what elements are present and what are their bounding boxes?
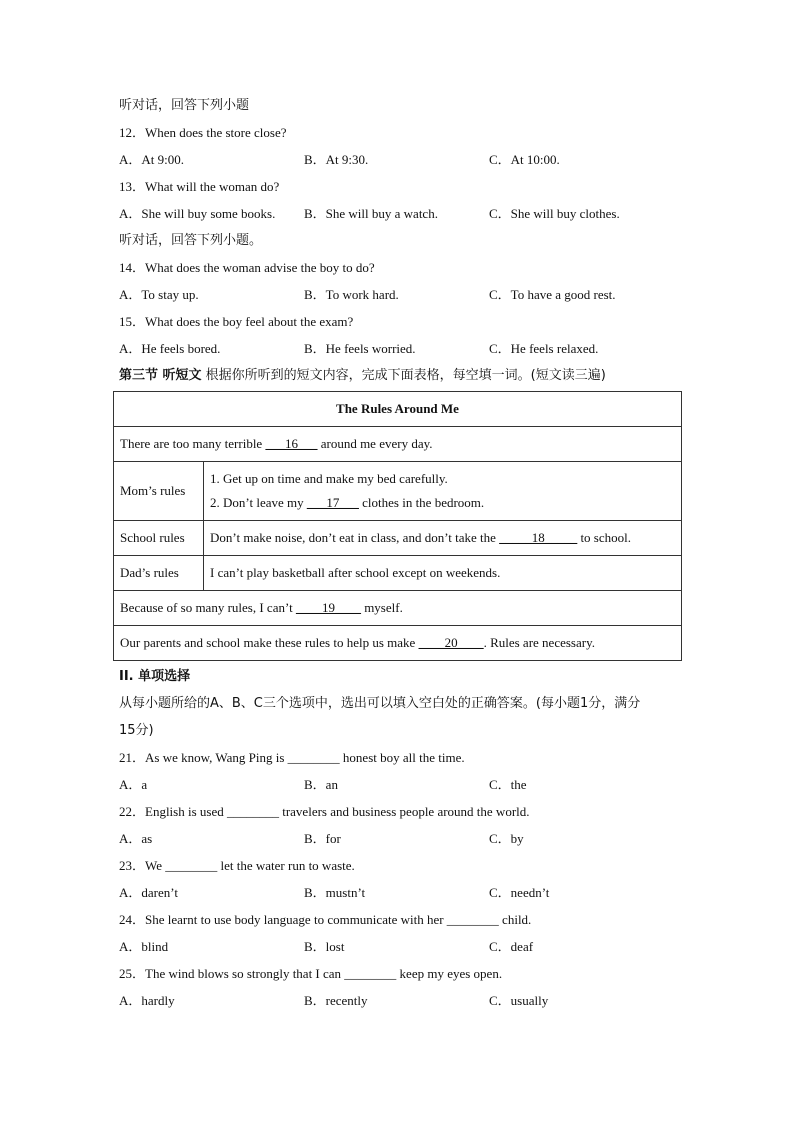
- blank-17[interactable]: ___17___: [306, 495, 359, 510]
- option-b[interactable]: B．an: [304, 777, 338, 792]
- row-text: myself.: [360, 600, 403, 615]
- question-12-stem: 12．When does the store close?: [119, 125, 287, 140]
- section-3-instruction: 根据你所听到的短文内容，完成下面表格，每空填一词。(短文读三遍): [201, 368, 606, 383]
- question-15-stem: 15．What does the boy feel about the exam?: [119, 314, 354, 329]
- option-a[interactable]: A．At 9:00.: [119, 152, 185, 167]
- option-a[interactable]: A．He feels bored.: [119, 341, 221, 356]
- option-c[interactable]: C．At 10:00.: [489, 152, 560, 167]
- question-22-stem: 22．English is used ________ travelers and business people around the world.: [119, 804, 530, 819]
- question-21-stem: 21．As we know, Wang Ping is ________ honest boy all the time.: [119, 750, 465, 765]
- option-c[interactable]: C．by: [489, 831, 524, 846]
- blank-20[interactable]: ____20____: [418, 635, 484, 650]
- question-24-stem: 24．She learnt to use body language to communicate with her ________ child.: [119, 912, 532, 927]
- listen-a-instruction: 听对话，回答下列小题: [119, 98, 250, 113]
- option-b[interactable]: B．He feels worried.: [304, 341, 416, 356]
- section-3-heading: [119, 362, 684, 389]
- option-a[interactable]: A．daren’t: [119, 885, 178, 900]
- option-b[interactable]: B．for: [304, 831, 341, 846]
- mom-rules-cell: [204, 462, 682, 521]
- question-25-options: [119, 987, 684, 1014]
- row-text: around me every day.: [317, 436, 433, 451]
- question-22-options: [119, 825, 684, 852]
- option-c[interactable]: C．She will buy clothes.: [489, 206, 620, 221]
- part-2-instruction-line-1: 从每小题所给的A、B、C三个选项中，选出可以填入空白处的正确答案。(每小题1分，满分: [119, 696, 641, 711]
- row-text: There are too many terrible: [120, 436, 266, 451]
- question-13-stem: 13．What will the woman do?: [119, 179, 280, 194]
- option-c[interactable]: C．He feels relaxed.: [489, 341, 599, 356]
- option-c[interactable]: C．deaf: [489, 939, 534, 954]
- part-2-title: II. 单项选择: [119, 669, 191, 684]
- option-b[interactable]: B．mustn’t: [304, 885, 366, 900]
- question-15-options: [119, 335, 684, 362]
- question-24-options: [119, 933, 684, 960]
- option-b[interactable]: B．She will buy a watch.: [304, 206, 438, 221]
- school-rules-label: School rules: [114, 521, 204, 556]
- blank-18[interactable]: _____18_____: [499, 530, 578, 545]
- question-12-options: [119, 146, 684, 173]
- row-text: to school.: [577, 530, 631, 545]
- part-2-instruction-line-2: 15分): [119, 723, 154, 738]
- mom-rules-label: Mom’s rules: [114, 462, 204, 521]
- option-a[interactable]: A．a: [119, 777, 148, 792]
- blank-19[interactable]: ____19____: [295, 600, 361, 615]
- worksheet-page: [119, 92, 684, 1014]
- row-text: 2. Don’t leave my: [210, 495, 307, 510]
- option-a[interactable]: A．To stay up.: [119, 287, 199, 302]
- option-a[interactable]: A．She will buy some books.: [119, 206, 276, 221]
- option-a[interactable]: A．hardly: [119, 993, 175, 1008]
- row-text: Because of so many rules, I can’t: [120, 600, 296, 615]
- listen-b-instruction: 听对话，回答下列小题。: [119, 233, 263, 248]
- option-a[interactable]: A．as: [119, 831, 153, 846]
- rules-table: [113, 391, 682, 661]
- table-row-20: [114, 626, 682, 661]
- question-23-stem: 23．We ________ let the water run to waste.: [119, 858, 355, 873]
- option-b[interactable]: B．recently: [304, 993, 368, 1008]
- question-25-stem: 25．The wind blows so strongly that I can ________ keep my eyes open.: [119, 966, 503, 981]
- question-13-options: [119, 200, 684, 227]
- question-14-options: [119, 281, 684, 308]
- option-c[interactable]: C．To have a good rest.: [489, 287, 616, 302]
- mom-rule-1: 1. Get up on time and make my bed carefully.: [210, 471, 448, 486]
- section-3-label: 第三节 听短文: [119, 368, 202, 383]
- row-text: Our parents and school make these rules to help us make: [120, 635, 419, 650]
- question-21-options: [119, 771, 684, 798]
- option-b[interactable]: B．To work hard.: [304, 287, 399, 302]
- school-rules-cell: [204, 521, 682, 556]
- question-14-stem: 14．What does the woman advise the boy to do?: [119, 260, 375, 275]
- dad-rules-cell: I can’t play basketball after school except on weekends.: [204, 556, 682, 591]
- question-23-options: [119, 879, 684, 906]
- row-text: clothes in the bedroom.: [358, 495, 485, 510]
- table-row-16: [114, 427, 682, 462]
- option-c[interactable]: C．the: [489, 777, 527, 792]
- table-title: The Rules Around Me: [114, 392, 682, 427]
- option-b[interactable]: B．At 9:30.: [304, 152, 369, 167]
- mom-rule-2: [210, 491, 675, 515]
- option-c[interactable]: C．usually: [489, 993, 549, 1008]
- option-b[interactable]: B．lost: [304, 939, 345, 954]
- row-text: . Rules are necessary.: [483, 635, 595, 650]
- row-text: Don’t make noise, don’t eat in class, and don’t take the: [210, 530, 500, 545]
- option-c[interactable]: C．needn’t: [489, 885, 550, 900]
- blank-16[interactable]: ___16___: [265, 436, 318, 451]
- option-a[interactable]: A．blind: [119, 939, 169, 954]
- table-row-19: [114, 591, 682, 626]
- dad-rules-label: Dad’s rules: [114, 556, 204, 591]
